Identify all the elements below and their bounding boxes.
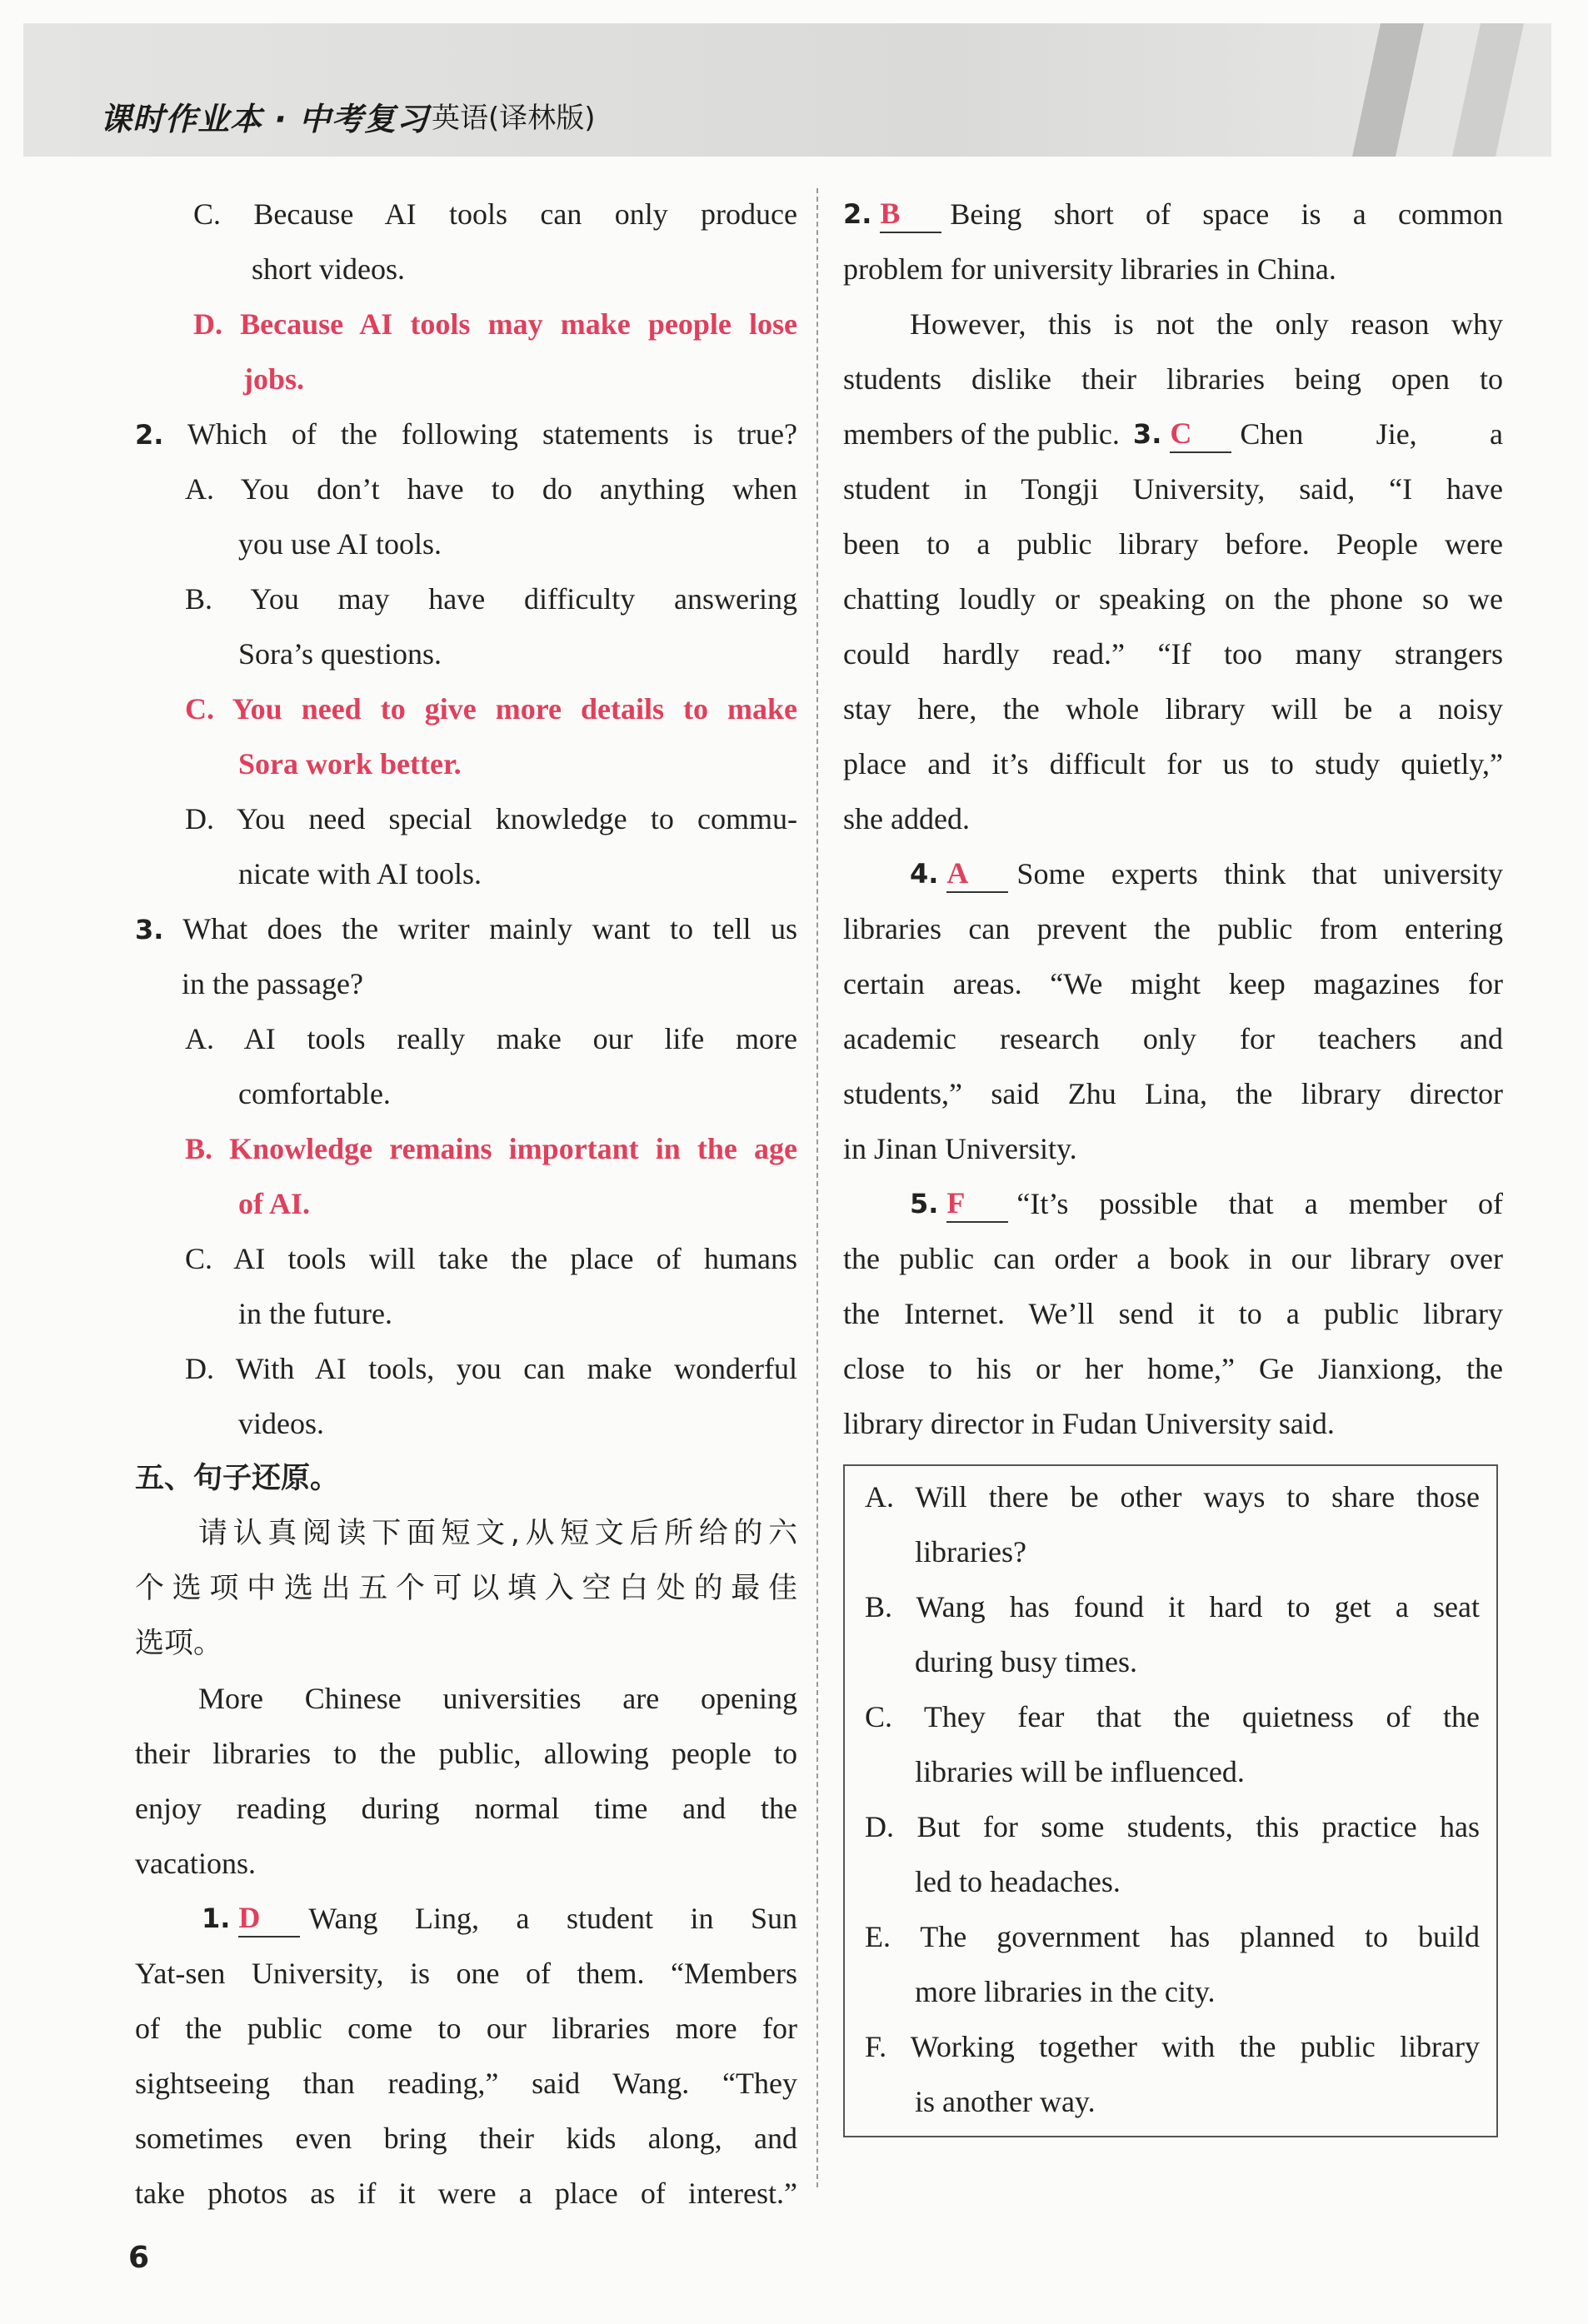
- option-b: B. Wang has found it hard to get a seat: [865, 1590, 1480, 1623]
- section-5-title: 五、句子还原。: [135, 1462, 340, 1495]
- passage-line: close to his or her home,” Ge Jianxiong, the: [843, 1352, 1503, 1385]
- header-subtitle: 英语(译林版): [432, 102, 596, 135]
- q2-stem: [135, 406, 797, 461]
- passage-line: library director in Fudan University said.: [843, 1407, 1335, 1440]
- passage-line: chatting loudly or speaking on the phone so we: [843, 582, 1503, 616]
- passage-line: in Jinan University.: [843, 1132, 1077, 1165]
- option-e: E. The government has planned to build: [865, 1920, 1480, 1953]
- q2-option-c-cont: Sora work better.: [238, 747, 462, 780]
- option-d: D. But for some students, this practice has: [865, 1810, 1480, 1843]
- option-f-cont: is another way.: [915, 2085, 1096, 2118]
- passage-line: take photos as if it were a place of interest.”: [135, 2177, 797, 2210]
- passage-line: of the public come to our libraries more for: [135, 2012, 797, 2045]
- passage-line: However, this is not the only reason why: [910, 307, 1503, 341]
- q3-option-d-cont: videos.: [238, 1407, 324, 1440]
- passage-line: libraries can prevent the public from entering: [843, 912, 1503, 945]
- q2-number: 2.: [135, 419, 164, 451]
- passage-line: the Internet. We’ll send it to a public library: [843, 1297, 1503, 1330]
- q3-option-b-cont: of AI.: [238, 1187, 311, 1220]
- left-column: [135, 187, 797, 2221]
- passage-line: Yat-sen University, is one of them. “Members: [135, 1957, 797, 1990]
- passage-line: student in Tongji University, said, “I have: [843, 472, 1503, 506]
- blank-4-line: [843, 846, 1503, 901]
- page-number: 6: [128, 2241, 150, 2275]
- blank-5-line: [843, 1176, 1503, 1231]
- right-column: [843, 187, 1503, 1451]
- passage-line: academic research only for teachers and: [843, 1022, 1503, 1055]
- header-title: 课时作业本 · 中考复习: [100, 101, 429, 137]
- passage-line: sightseeing than reading,” said Wang. “They: [135, 2067, 797, 2100]
- blank-3-line: [843, 406, 1503, 461]
- q2-option-d: D. You need special knowledge to commu-: [185, 802, 797, 835]
- passage-line: students,” said Zhu Lina, the library director: [843, 1077, 1503, 1110]
- passage-line: students dislike their libraries being open to: [843, 362, 1503, 396]
- q3-option-c-cont: in the future.: [238, 1297, 392, 1330]
- passage-line: place and it’s difficult for us to study quietly,”: [843, 747, 1503, 780]
- passage-line: she added.: [843, 802, 970, 835]
- option-f: F. Working together with the public library: [865, 2030, 1480, 2063]
- passage-line: members of the public.: [843, 417, 1120, 451]
- option-b-cont: during busy times.: [915, 1645, 1137, 1678]
- q1-option-d-answer: D. Because AI tools may make people lose: [193, 307, 797, 341]
- q2-option-c-answer: C. You need to give more details to make: [185, 692, 797, 726]
- column-divider: [816, 188, 818, 2187]
- q3-option-c: C. AI tools will take the place of humans: [185, 1242, 797, 1275]
- blank-3-answer[interactable]: C: [1170, 415, 1231, 453]
- q3-option-a: A. AI tools really make our life more: [185, 1022, 797, 1055]
- passage-line: Some experts think that university: [1016, 857, 1503, 890]
- q3-stem: [135, 901, 797, 956]
- blank-4-answer[interactable]: A: [946, 855, 1008, 893]
- passage-line: sometimes even bring their kids along, and: [135, 2122, 797, 2155]
- q1-option-c: C. Because AI tools can only produce: [193, 197, 797, 231]
- passage-line: been to a public library before. People were: [843, 527, 1503, 561]
- q3-option-b-answer: B. Knowledge remains important in the age: [185, 1132, 797, 1165]
- q2-option-b-cont: Sora’s questions.: [238, 637, 442, 671]
- blank-2-number: 2.: [843, 198, 872, 230]
- q3-stem-cont: in the passage?: [182, 967, 363, 1000]
- passage-line: certain areas. “We might keep magazines for: [843, 967, 1503, 1000]
- blank-4-number: 4.: [910, 858, 939, 890]
- passage-line: Chen Jie, a: [1240, 417, 1503, 451]
- q2-option-d-cont: nicate with AI tools.: [238, 857, 482, 890]
- option-a-cont: libraries?: [915, 1535, 1026, 1568]
- passage-line: their libraries to the public, allowing people to: [135, 1737, 797, 1770]
- blank-5-number: 5.: [910, 1188, 939, 1219]
- blank-5-answer[interactable]: F: [946, 1184, 1008, 1223]
- options-box: [843, 1464, 1498, 2137]
- passage-line: More Chinese universities are opening: [198, 1682, 797, 1715]
- q2-option-a-cont: you use AI tools.: [238, 527, 442, 561]
- option-a: A. Will there be other ways to share those: [865, 1480, 1480, 1514]
- q2-option-a: A. You don’t have to do anything when: [185, 472, 797, 506]
- q3-stem-text: What does the writer mainly want to tell us: [182, 912, 797, 945]
- blank-1-number: 1.: [202, 1903, 231, 1934]
- passage-line: the public can order a book in our library over: [843, 1242, 1503, 1275]
- blank-3-number: 3.: [1132, 418, 1162, 450]
- passage-line: Wang Ling, a student in Sun: [308, 1902, 797, 1935]
- option-d-cont: led to headaches.: [915, 1865, 1121, 1898]
- section-5-instructions-end: 选项。: [135, 1627, 223, 1660]
- q1-option-d-cont: jobs.: [243, 362, 305, 396]
- option-c: C. They fear that the quietness of the: [865, 1700, 1480, 1733]
- passage-line: Being short of space is a common: [950, 197, 1503, 231]
- passage-line: could hardly read.” “If too many strangers: [843, 637, 1503, 671]
- passage-line: problem for university libraries in China.: [843, 252, 1336, 286]
- q2-option-b: B. You may have difficulty answering: [185, 582, 797, 616]
- q3-option-a-cont: comfortable.: [238, 1077, 391, 1110]
- passage-line: stay here, the whole library will be a noisy: [843, 692, 1503, 726]
- blank-2-line: [843, 187, 1503, 242]
- blank-2-answer[interactable]: B: [880, 195, 941, 233]
- passage-line: “It’s possible that a member of: [1016, 1187, 1503, 1220]
- q3-number: 3.: [135, 914, 164, 945]
- section-5-instructions-cont: 个选项中选出五个可以填入空白处的最佳: [135, 1572, 797, 1605]
- option-c-cont: libraries will be influenced.: [915, 1755, 1245, 1788]
- blank-1-line: [135, 1891, 797, 1946]
- passage-line: vacations.: [135, 1847, 256, 1880]
- option-e-cont: more libraries in the city.: [915, 1975, 1216, 2008]
- q2-stem-text: Which of the following statements is true?: [187, 417, 797, 451]
- q1-option-c-cont: short videos.: [252, 252, 405, 286]
- section-5-instructions: 请认真阅读下面短文,从短文后所给的六: [198, 1517, 797, 1550]
- blank-1-answer[interactable]: D: [238, 1899, 300, 1937]
- passage-line: enjoy reading during normal time and the: [135, 1792, 797, 1825]
- q3-option-d: D. With AI tools, you can make wonderful: [185, 1352, 797, 1385]
